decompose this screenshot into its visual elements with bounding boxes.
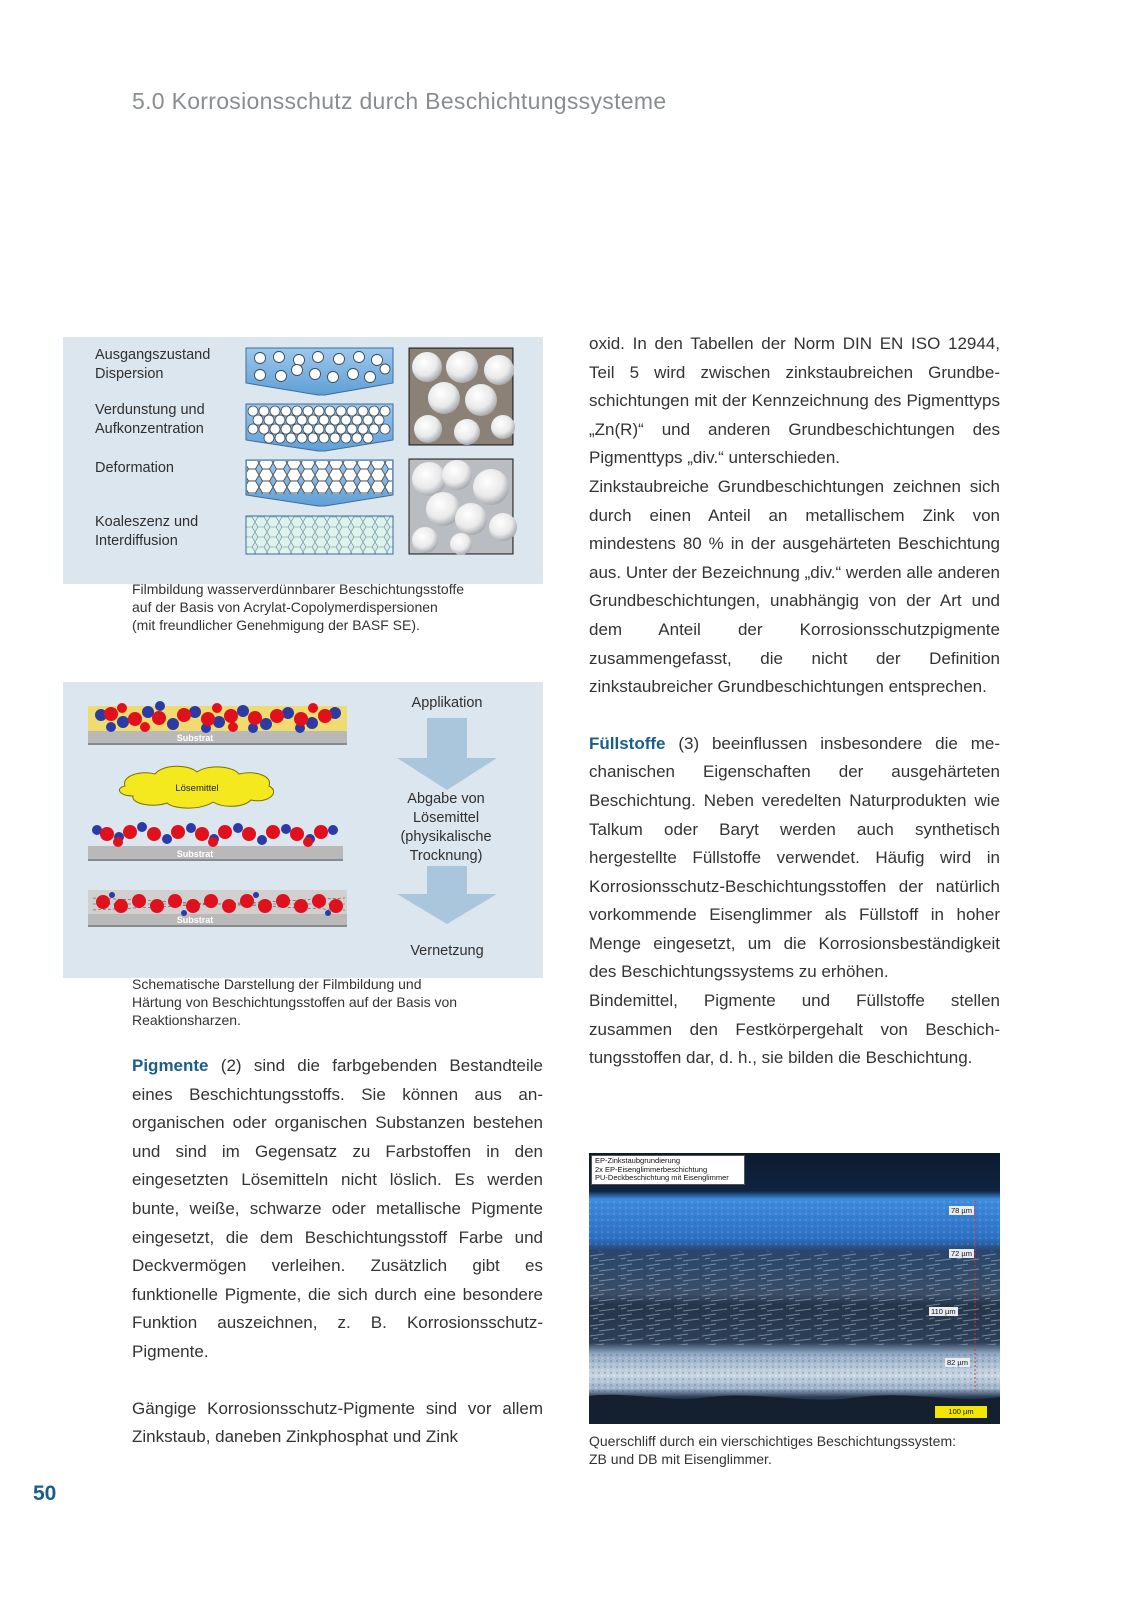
left-text-column (132, 1052, 543, 1452)
micrograph-image (589, 1153, 1000, 1424)
step-application-label: Applikation (411, 695, 483, 711)
sem-photo-dispersion (409, 348, 515, 445)
paragraph-standard: oxid. In den Tabellen der Norm DIN EN ISO 12944, Teil 5 wird zwischen zinkstaubreichen Grundbeschichtungen mit der Kennzeichnung des Pigmenttyps „Zn(R)“ und anderen Grundbeschichtungen des Pigmenttyps „div.“ unterschieden. (589, 334, 1000, 468)
paragraph-fillers (589, 730, 1000, 987)
dispersion-box (246, 348, 393, 395)
stage-label-deformation: Deformation (95, 460, 174, 476)
thickness-label: 110 µm (931, 1307, 956, 1316)
figure-film-formation-reaction-resin (63, 682, 543, 978)
paragraph-pigments-text: (2) sind die farbgebenden Bestandteile eines Beschichtungsstoffs. Sie können aus anorganischen oder organischen Substanzen bestehen und sind im Gegensatz zu Farbstoffen in den eingesetzten Lösemitteln nicht löslich. Es werden bunte, weiße, schwarze oder metallische Pigmente eingesetzt, die dem Beschichtungsstoff Farbe und Deckvermögen verleihen. Zusätzlich gibt es funktionelle Pigmente, die sich durch eine besondere Funktion auszeichnen, z. B. Korrosionsschutz-Pigmente. (132, 1056, 543, 1361)
sem-photo-deformation (409, 459, 517, 555)
arrow-down-icon (397, 718, 497, 790)
concentration-box (246, 404, 393, 451)
paragraph-solid-content: Bindemittel, Pigmente und Füllstoffe stellen zusammen den Festkörpergehalt von Beschichtungsstoffen dar, d. h., sie bilden die Beschichtung. (589, 991, 1000, 1068)
thickness-label: 72 µm (951, 1249, 972, 1258)
thickness-label: 82 µm (947, 1358, 968, 1367)
cross-section-micrograph (589, 1153, 1000, 1424)
legend-line: PU-Deckbeschichtung mit Eisenglimmer (595, 1173, 729, 1182)
stage-label-coalescence: Koaleszenz und Interdiffusion (95, 514, 199, 549)
solvent-label: Lösemittel (175, 783, 219, 794)
substrate-label-1: Substrat (176, 733, 214, 743)
stage-label-initial: Ausgangszustand Dispersion (95, 347, 211, 382)
thickness-label: 78 µm (951, 1206, 972, 1215)
keyword-pigments: Pigmente (132, 1056, 209, 1075)
deformation-box (246, 460, 393, 506)
figure-film-formation-dispersion (63, 337, 543, 584)
legend-line: EP-Zinkstaubgrundierung (595, 1156, 681, 1165)
film-formation-diagram (63, 337, 543, 584)
substrate-label-2: Substrat (176, 849, 214, 859)
legend-line: 2x EP-Eisenglimmerbeschichtung (595, 1164, 708, 1174)
figure3-caption: Querschliff durch ein vierschichtiges Beschichtungssystem: ZB und DB mit Eisenglimmer. (589, 1433, 957, 1467)
page-number: 50 (33, 1482, 57, 1505)
paragraph-pigments (132, 1052, 543, 1367)
figure1-caption: Filmbildung wasserverdünnbarer Beschichtungsstoffe auf der Basis von Acrylat-Copolymerdispersionen (mit freundlicher Genehmigung der BASF SE). (132, 581, 465, 633)
stage-cured-coating (88, 890, 347, 927)
step-crosslinking-label: Vernetzung (410, 943, 484, 959)
keyword-fillers: Füllstoffe (589, 733, 666, 753)
paragraph-fillers-text: (3) beeinflussen insbesondere die mechanischen Eigenschaften der ausgehärteten Beschichtung. Neben veredelten Naturprodukten wie Talkum oder Baryt werden auch synthetisch hergestellte Füllstoffe verwendet. Häufig wird in Korrosionsschutz-Beschichtungsstoffen der natürlich vorkommende Eisenglimmer als Füllstoff in hoher Menge eingesetzt, um die Korrosionsbeständigkeit des Beschichtungssystems zu erhöhen. (589, 733, 1000, 982)
substrate-label-3: Substrat (176, 915, 214, 925)
stage-dried-coating (88, 822, 343, 861)
scale-bar: 100 µm (935, 1406, 987, 1418)
right-text-column (589, 330, 1000, 1073)
step-solvent-release-label: Abgabe von Lösemittel (physikalische Trocknung) (400, 791, 492, 864)
stage-label-evaporation: Verdunstung und Aufkonzentration (95, 402, 205, 437)
paragraph-zinc-rich: Zinkstaubreiche Grundbeschichtungen zeichnen sich durch einen Anteil an metallischem Zink von mindestens 80 % in der ausgehärteten Beschichtung aus. Unter der Bezeichnung „div.“ werden alle anderen Grundbeschichtungen, unabhängig von der Art und dem Anteil der Korrosionsschutzpigmente zusammengefasst, die nicht der Definition zinkstaubreicher Grundbeschichtungen entsprechen. (589, 476, 1000, 697)
coalescence-box (246, 516, 393, 554)
stage-applied-coating (88, 701, 347, 745)
paragraph-corrosion-pigments: Gängige Korrosionsschutz-Pigmente sind vor allem Zinkstaub, daneben Zinkphosphat und Zink (132, 1398, 543, 1447)
layer-legend (591, 1155, 745, 1185)
chapter-title: 5.0 Korrosionsschutz durch Beschichtungssysteme (132, 88, 667, 114)
arrow-down-icon (397, 866, 497, 924)
figure2-caption: Schematische Darstellung der Filmbildung und Härtung von Beschichtungsstoffen auf der Basis von Reaktionsharzen. (132, 976, 458, 1028)
